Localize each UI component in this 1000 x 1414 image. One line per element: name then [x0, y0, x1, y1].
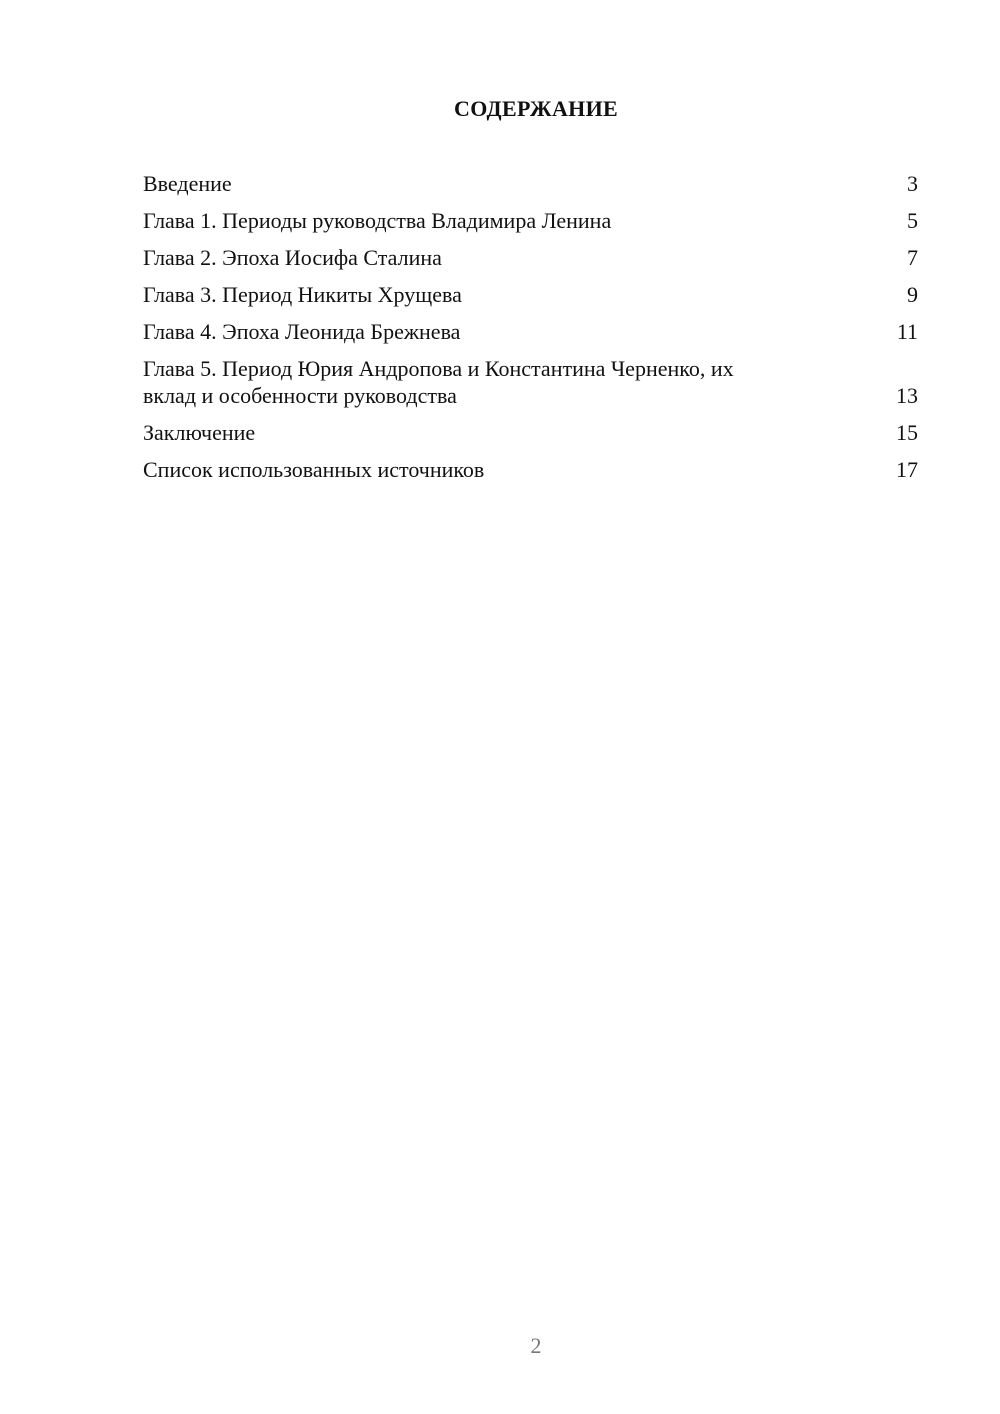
- toc-entry-page: 11: [896, 319, 918, 344]
- toc-entry-label: Глава 3. Период Никиты Хрущева: [143, 282, 462, 307]
- toc-entry-label: Глава 1. Периоды руководства Владимира Ленина: [143, 208, 612, 233]
- page-title: СОДЕРЖАНИЕ: [454, 96, 618, 121]
- toc-entry-label: Глава 4. Эпоха Леонида Брежнева: [143, 319, 461, 344]
- toc-entry-page: 13: [896, 383, 918, 408]
- toc-entry-label: Глава 5. Период Юрия Андропова и Константина Черненко, их вклад и особенности руководства: [143, 356, 734, 408]
- toc-entry[interactable]: [143, 419, 918, 446]
- toc-entry-page: 17: [896, 457, 918, 482]
- toc-entry-label: Глава 2. Эпоха Иосифа Сталина: [143, 245, 442, 270]
- toc-entry-label: Введение: [143, 171, 232, 196]
- toc-entry[interactable]: [143, 318, 918, 345]
- page-number: 2: [530, 1333, 542, 1358]
- table-of-contents: [143, 170, 918, 493]
- toc-entry-page: 5: [907, 208, 918, 233]
- toc-entry[interactable]: [143, 170, 918, 197]
- toc-entry[interactable]: [143, 281, 918, 308]
- toc-entry-page: 15: [896, 420, 918, 445]
- toc-entry[interactable]: [143, 244, 918, 271]
- toc-entry-label: Список использованных источников: [143, 457, 485, 482]
- toc-entry[interactable]: [143, 207, 918, 234]
- toc-entry-label: Заключение: [143, 420, 256, 445]
- toc-entry-page: 9: [907, 282, 918, 307]
- toc-entry-page: 7: [907, 245, 918, 270]
- toc-entry-page: 3: [907, 171, 918, 196]
- toc-entry[interactable]: [143, 456, 918, 483]
- toc-entry[interactable]: [143, 355, 918, 409]
